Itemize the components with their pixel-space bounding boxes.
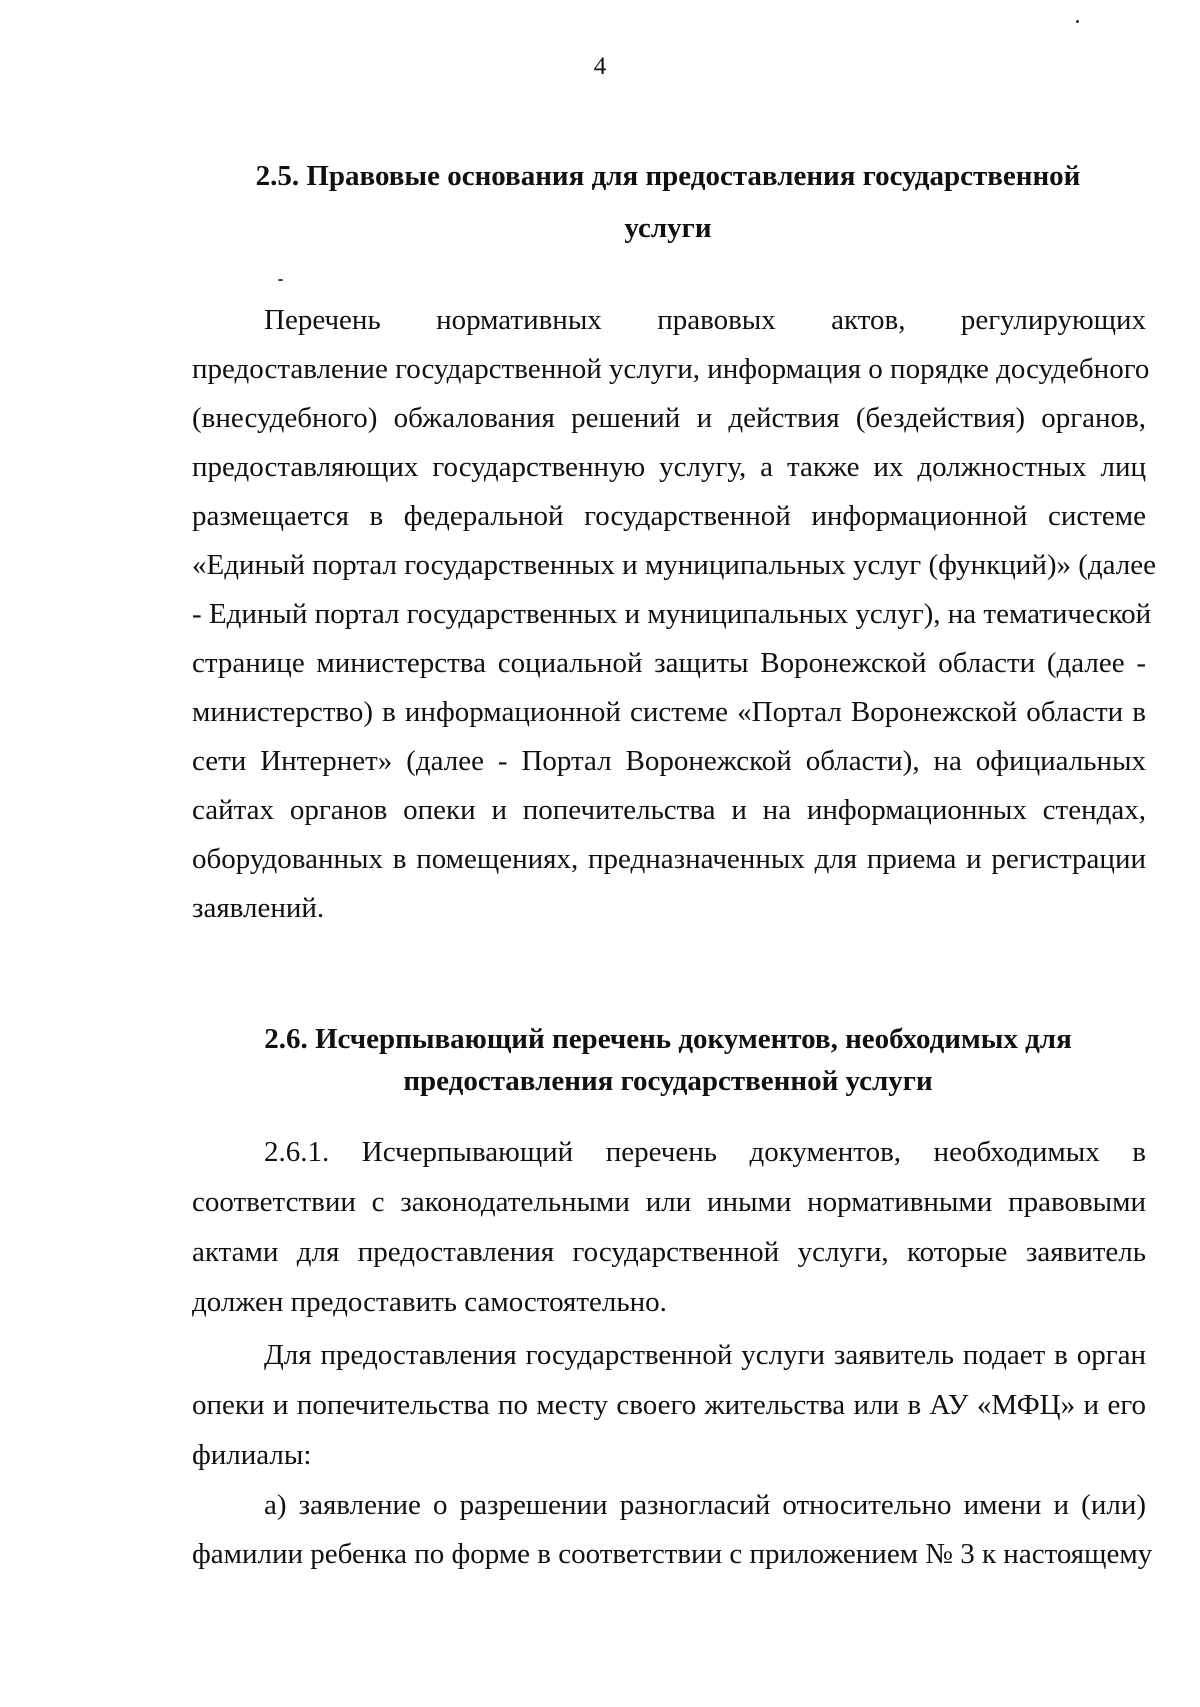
paragraph-line: министерство) в информационной системе «Портал Воронежской области в	[192, 696, 1146, 728]
paragraph-line: а) заявление о разрешении разногласий относительно имени и (или)	[264, 1489, 1146, 1521]
paragraph-line: предоставляющих государственную услугу, а также их должностных лиц	[192, 451, 1146, 483]
section-2-6-heading	[190, 1018, 1146, 1102]
paragraph-line: (внесудебного) обжалования решений и действия (бездействия) органов,	[192, 402, 1146, 434]
paragraph-line: фамилии ребенка по форме в соответствии с приложением № 3 к настоящему	[192, 1538, 1153, 1570]
paragraph-line: должен предоставить самостоятельно.	[192, 1286, 667, 1318]
paragraph-line: 2.6.1. Исчерпывающий перечень документов, необходимых в	[264, 1136, 1146, 1168]
section-2-5-heading-line-2: услуги	[624, 212, 712, 244]
section-2-5-heading-line-1: 2.5. Правовые основания для предоставления государственной	[255, 160, 1081, 192]
section-2-5-paragraph	[192, 296, 1157, 933]
paragraph-line: опеки и попечительства по месту своего жительства или в АУ «МФЦ» и его	[192, 1389, 1146, 1421]
item-a	[192, 1481, 1153, 1579]
paragraph-line: соответствии с законодательными или иными нормативными правовыми	[192, 1186, 1146, 1218]
paragraph-submission	[192, 1330, 1146, 1480]
paragraph-line: актами для предоставления государственной услуги, которые заявитель	[192, 1236, 1146, 1268]
paragraph-line: размещается в федеральной государственной информационной системе	[192, 500, 1146, 532]
paragraph-line: странице министерства социальной защиты Воронежской области (далее -	[192, 647, 1146, 679]
page-number: 4	[593, 53, 607, 80]
paragraph-line: заявлений.	[192, 892, 325, 924]
paragraph-line: предоставление государственной услуги, информация о порядке досудебного	[192, 353, 1150, 385]
paragraph-line: филиалы:	[192, 1439, 312, 1471]
section-2-6-heading-line-1: 2.6. Исчерпывающий перечень документов, необходимых для	[264, 1023, 1072, 1055]
paragraph-2-6-1	[192, 1127, 1146, 1327]
paragraph-line: «Единый портал государственных и муниципальных услуг (функций)» (далее	[192, 549, 1157, 581]
section-2-5-heading	[190, 150, 1146, 254]
paragraph-line: - Единый портал государственных и муниципальных услуг), на тематической	[192, 598, 1152, 630]
paragraph-line: Перечень нормативных правовых актов, регулирующих	[264, 304, 1146, 336]
paragraph-line: Для предоставления государственной услуги заявитель подает в орган	[264, 1339, 1146, 1371]
scan-speck	[278, 279, 283, 281]
paragraph-line: оборудованных в помещениях, предназначенных для приема и регистрации	[192, 843, 1146, 875]
section-2-6-heading-line-2: предоставления государственной услуги	[403, 1065, 933, 1097]
paragraph-line: сайтах органов опеки и попечительства и на информационных стендах,	[192, 794, 1146, 826]
scan-speck	[1076, 20, 1079, 23]
paragraph-line: сети Интернет» (далее - Портал Воронежской области), на официальных	[192, 745, 1146, 777]
